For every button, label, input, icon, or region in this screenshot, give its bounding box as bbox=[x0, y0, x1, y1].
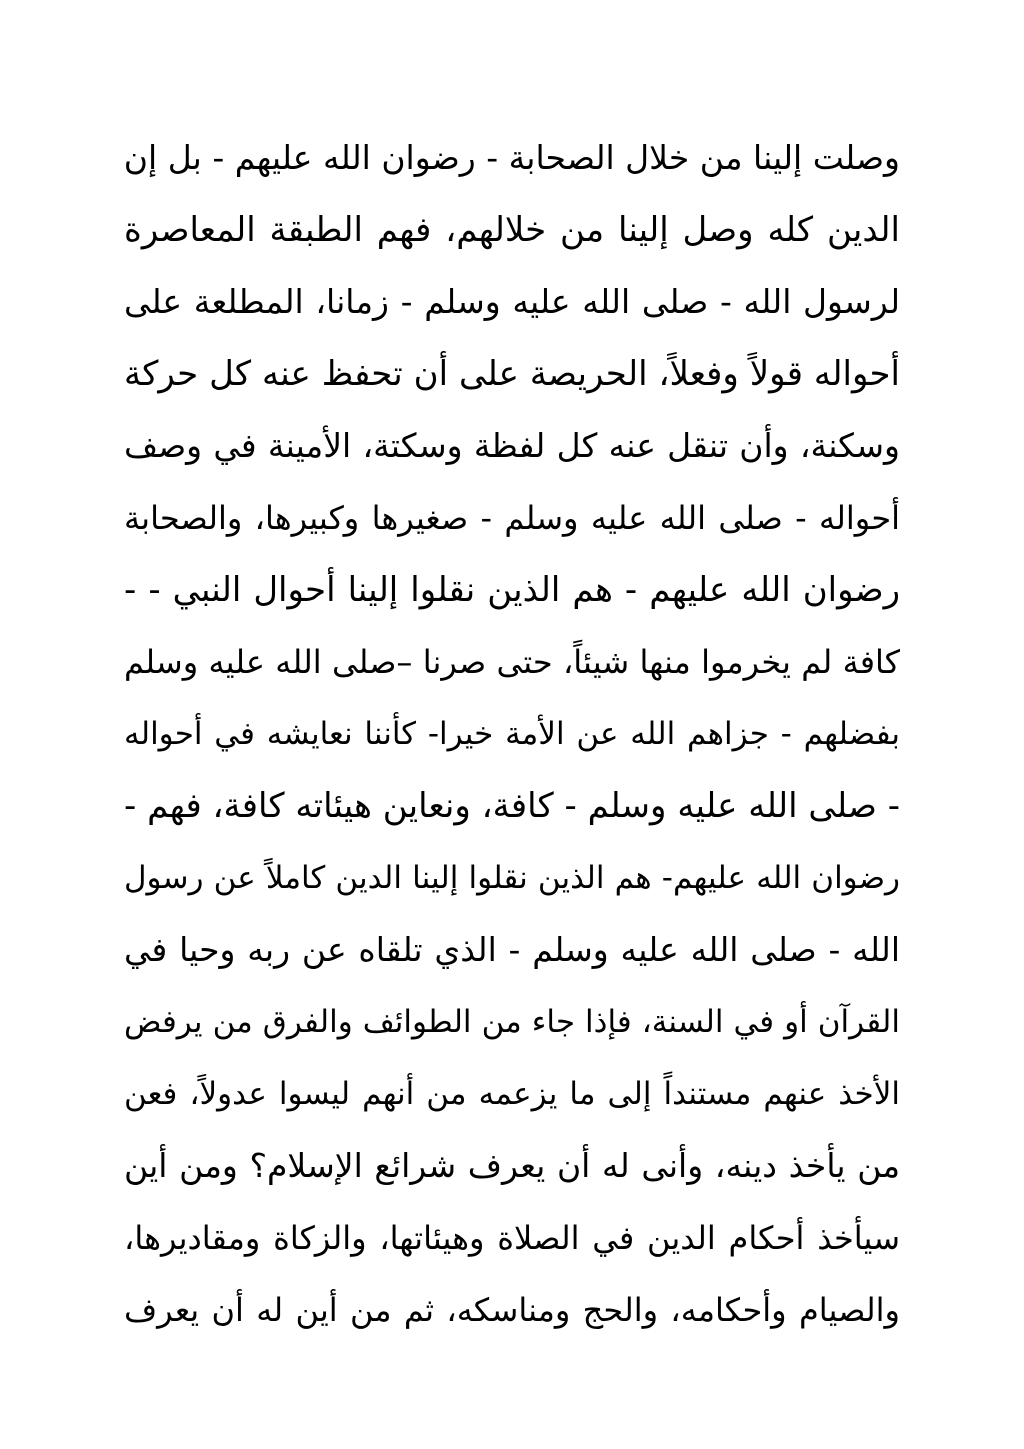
text-line-17: والصيام وأحكامه، والحج ومناسكه، ثم من أين له أن يعرف bbox=[124, 1291, 900, 1329]
text-line-6: أحواله - صلى الله عليه وسلم - صغيرها وكبيرها، والصحابة bbox=[124, 499, 900, 537]
text-line-2: الدين كله وصل إلينا من خلالهم، فهم الطبقة المعاصرة bbox=[124, 210, 900, 250]
text-line-1: وصلت إلينا من خلال الصحابة - رضوان الله عليهم - بل إن bbox=[124, 138, 900, 177]
text-line-11: رضوان الله عليهم- هم الذين نقلوا إلينا الدين كاملاً عن رسول bbox=[124, 860, 900, 896]
text-line-5: وسكنة، وأن تنقل عنه كل لفظة وسكتة، الأمينة في وصف bbox=[124, 426, 900, 465]
text-line-10: - صلى الله عليه وسلم - كافة، ونعاين هيئاته كافة، فهم - bbox=[124, 786, 900, 826]
text-line-4: أحواله قولاً وفعلاً، الحريصة على أن تحفظ عنه كل حركة bbox=[124, 354, 900, 394]
text-line-9: بفضلهم - جزاهم الله عن الأمة خيرا- كأننا نعايشه في أحواله bbox=[124, 716, 900, 752]
text-line-3: لرسول الله - صلى الله عليه وسلم - زمانا، المطلعة على bbox=[124, 282, 900, 321]
text-line-14: الأخذ عنهم مستنداً إلى ما يزعمه من أنهم ليسوا عدولاً، فعن bbox=[124, 1076, 900, 1112]
arabic-text-body bbox=[124, 122, 900, 1346]
text-line-15: من يأخذ دينه، وأنى له أن يعرف شرائع الإسلام؟ ومن أين bbox=[124, 1146, 900, 1185]
text-line-16: سيأخذ أحكام الدين في الصلاة وهيئاتها، والزكاة ومقاديرها، bbox=[124, 1219, 900, 1257]
text-line-8: كافة لم يخرموا منها شيئاً، حتى صرنا –صلى الله عليه وسلم bbox=[124, 643, 900, 681]
text-line-7: رضوان الله عليهم - هم الذين نقلوا إلينا أحوال النبي - - bbox=[124, 570, 900, 610]
text-line-13: القرآن أو في السنة، فإذا جاء من الطوائف والفرق من يرفض bbox=[124, 1004, 900, 1040]
text-line-12: الله - صلى الله عليه وسلم - الذي تلقاه عن ربه وحيا في bbox=[124, 930, 900, 969]
